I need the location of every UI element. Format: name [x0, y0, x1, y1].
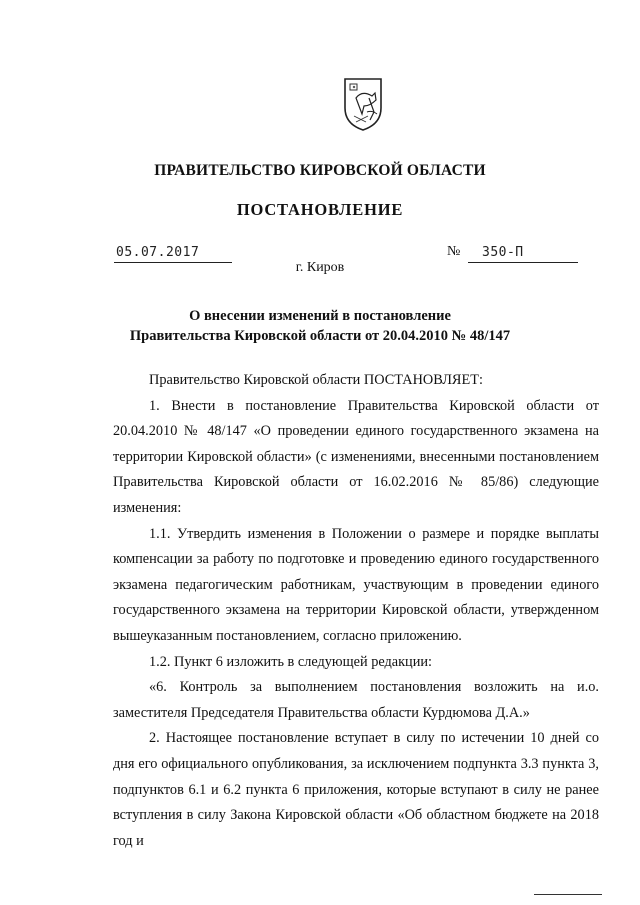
subject-line-1: О внесении изменений в постановление: [189, 308, 451, 324]
paragraph-1-1: 1.1. Утвердить изменения в Положении о размере и порядке выплаты компенсации за работу по подготовке и проведению единого государственного экзамена педагогическим работникам, участвующим в проведении единого государственного экзамена на территории Кировской области, утвержденном вышеуказанным постановлением, согласно приложению.: [113, 525, 599, 644]
organization-title: ПРАВИТЕЛЬСТВО КИРОВСКОЙ ОБЛАСТИ: [154, 162, 486, 179]
footer-divider: [534, 894, 602, 895]
document-body: [113, 368, 599, 854]
city: г. Киров: [295, 260, 345, 275]
paragraph-2: 2. Настоящее постановление вступает в силу по истечении 10 дней со дня его официального опубликования, за исключением подпункта 3.3 пункта 3, подпунктов 6.1 и 6.2 пункта 6 приложения, которые вступают в силу не ранее вступления в силу Закона Кировской области «Об областном бюджете на 2018 год и: [113, 730, 599, 849]
paragraph-1-2: 1.2. Пункт 6 изложить в следующей редакции:: [149, 653, 432, 670]
kirov-oblast-coat-of-arms-icon: [342, 76, 384, 132]
paragraph-1-2-quote: «6. Контроль за выполнением постановления возложить на и.о. заместителя Председателя Правительства области Курдюмова Д.А.»: [113, 679, 599, 721]
document-date: 05.07.2017: [116, 245, 200, 260]
paragraph-1: 1. Внести в постановление Правительства Кировской области от 20.04.2010 № 48/147 «О проведении единого государственного экзамена на территории Кировской области» (с изменениями, внесенными постановлением Правительства Кировской области от 16.02.2016 № 85/86) следующие изменения:: [113, 397, 599, 516]
intro-paragraph: Правительство Кировской области ПОСТАНОВЛЯЕТ:: [149, 372, 483, 388]
document-number: 350-П: [482, 245, 524, 260]
subject-line-2: Правительства Кировской области от 20.04.2010 № 48/147: [129, 328, 511, 344]
document-subject: [0, 306, 640, 346]
number-label: №: [447, 244, 461, 259]
document-type: ПОСТАНОВЛЕНИЕ: [236, 200, 404, 219]
